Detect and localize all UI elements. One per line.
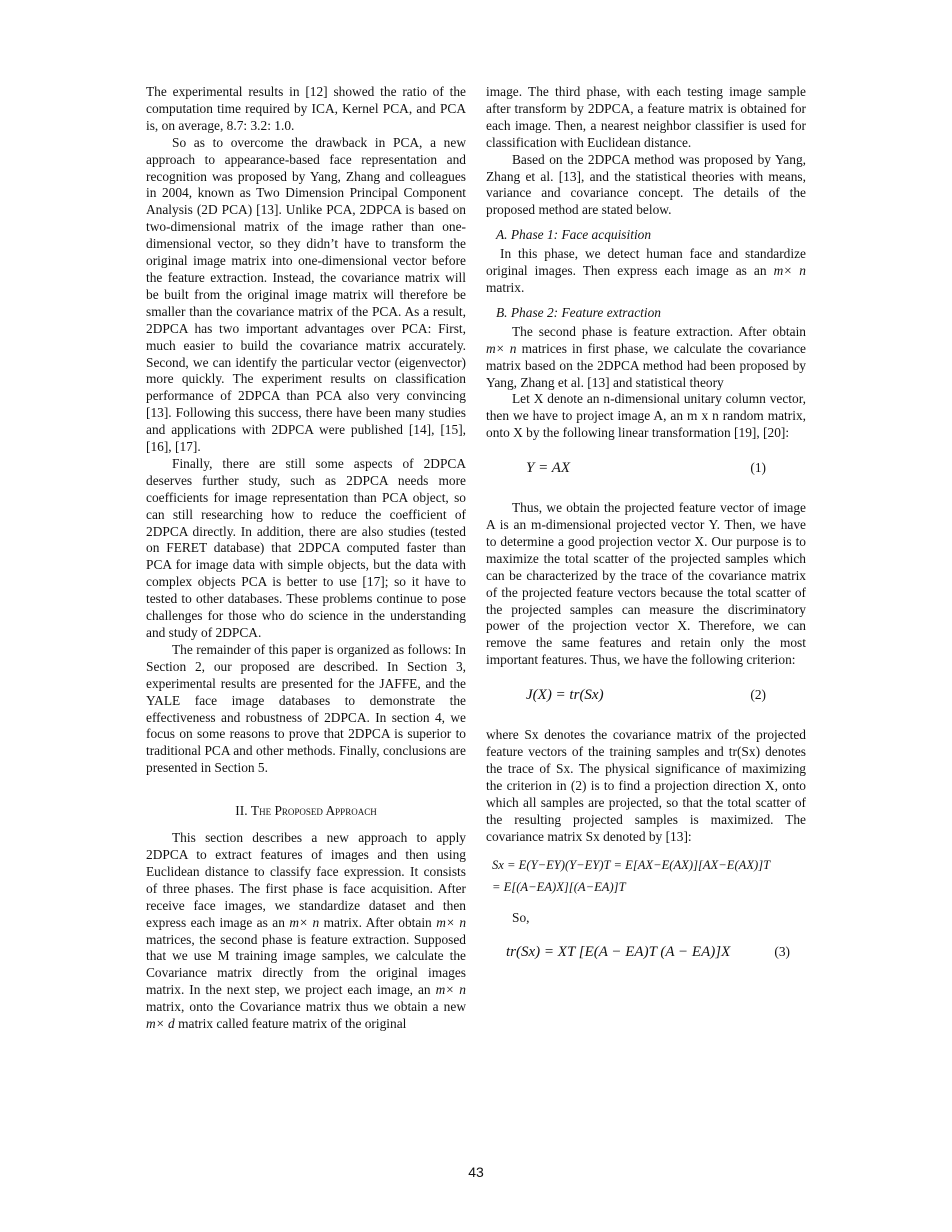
text-span: matrix. After obtain xyxy=(319,914,437,930)
equation-number: (3) xyxy=(774,944,790,960)
subsection-heading: A. Phase 1: Face acquisition xyxy=(496,227,652,243)
math-mxn: m× n xyxy=(486,340,517,356)
equation-body: tr(Sx) = XT [E(A − EA)T (A − EA)]X xyxy=(506,944,731,961)
right-column xyxy=(486,84,806,984)
section-number: II. xyxy=(235,803,248,819)
text-span: matrices in first phase, we calculate the covariance matrix based on the 2DPCA method had been proposed by Yang, Zhang et al. [13] and statistical theory xyxy=(486,340,806,390)
math-mxd: m× d xyxy=(146,1016,175,1032)
text-span: This section describes a new approach to apply 2DPCA to extract features of images and then using Euclidean distance to classify face expression. It consists of three phases. The first phase is face acquisition. After receive face images, we standardize dataset and then express each image as an xyxy=(146,830,466,930)
paragraph: Thus, we obtain the projected feature vector of image A is an m-dimensional projected vector Y. Then, we have to determine a good projection vector X. Our purpose is to maximize the total scatter of the projected samples which can be characterized by the trace of the covariance matrix of the projected feature vectors because the total scatter of the projected samples can measure the discriminatory power of the projection vector X. Therefore, we can remove the same features and retain only the most important features. Thus, we have the following criterion: xyxy=(486,500,806,668)
paragraph: image. The third phase, with each testing image sample after transform by 2DPCA, a feature matrix is obtained for each image. Then, a nearest neighbor classifier is used for classification with Euclidean distance. xyxy=(486,84,806,150)
paragraph: Based on the 2DPCA method was proposed by Yang, Zhang et al. [13], and the statistical theories with means, variance and covariance concept. The details of the proposed method are stated below. xyxy=(486,151,806,218)
paragraph: The experimental results in [12] showed the ratio of the computation time required by ICA, Kernel PCA, and PCA is, on average, 8.7: 3.2: 1.0. xyxy=(146,84,466,133)
equation-2 xyxy=(486,679,806,715)
text-span: matrices, the second phase is feature extraction. Supposed that we use M training image samples, we calculate the Covariance matrix directly from the original images matrix. In the next step, we project each image, an xyxy=(146,931,466,998)
section-title: The Proposed Approach xyxy=(250,803,377,819)
paragraph xyxy=(486,246,806,297)
page-number: 43 xyxy=(468,1164,484,1180)
section-heading xyxy=(146,803,466,820)
paragraph: So as to overcome the drawback in PCA, a new approach to appearance-based face representation and recognition was proposed by Yang, Zhang and colleagues in 2004, known as Two Dimension Principal Component Analysis (2D PCA) [13]. Unlike PCA, 2DPCA is based on two-dimensional matrix of the image rather than one-dimensional vector, so they didn’t have to transform the original image matrix into one-dimensional vector before the feature extraction. Instead, the covariance matrix will be built from the original image matrix will therefore be smaller than the covariance matrix of the PCA. As a result, 2DPCA has two important advantages over PCA: First, much easier to build the covariance matrix accurately. Second, we can identify the particular vector (eigenvector) more quickly. The experiment results on classification performance of 2DPCA than PCA also very convincing [13]. Following this success, there have been many studies and applications with 2DPCA were published [14], [15], [16], [17]. xyxy=(146,134,466,455)
math-mxn: m× n xyxy=(773,263,807,279)
math-mxn: m× n xyxy=(289,914,320,930)
math-mxn: m× n xyxy=(436,914,467,930)
left-column xyxy=(146,84,466,1033)
paragraph: Let X denote an n-dimensional unitary column vector, then we have to project image A, an m x n random matrix, onto X by the following linear transformation [19], [20]: xyxy=(486,391,806,441)
paragraph: So, xyxy=(512,909,530,925)
paragraph: The remainder of this paper is organized as follows: In Section 2, our proposed are described. In Section 3, experimental results are presented for the JAFFE, and the YALE face image databases to demonstrate the effectiveness and robustness of 2DPCA. In section 4, we focus on some reasons to prove that 2DPCA is superior to traditional PCA and other methods. Finally, conclusions are presented in Section 5. xyxy=(146,641,466,776)
paragraph: where Sx denotes the covariance matrix of the projected feature vectors of the training samples and tr(Sx) denotes the trace of Sx. The physical significance of maximizing the criterion in (2) is to find a projection direction X, onto which all samples are projected, so that the total scatter of the resulting projected samples is maximized. The covariance matrix Sx denoted by [13]: xyxy=(486,727,806,844)
subsection-heading: B. Phase 2: Feature extraction xyxy=(496,304,661,320)
equation-line: Sx = E(Y−EY)(Y−EY)T = E[AX−E(AX)][AX−E(AX)]T xyxy=(492,857,771,872)
covariance-equation xyxy=(492,854,806,898)
equation-body: J(X) = tr(Sx) xyxy=(526,687,604,704)
text-span: The second phase is feature extraction. After obtain xyxy=(512,323,806,339)
text-span: matrix, onto the Covariance matrix thus we obtain a new xyxy=(146,999,466,1015)
equation-number: (2) xyxy=(750,687,766,703)
paragraph: Finally, there are still some aspects of 2DPCA deserves further study, such as 2DPCA needs more coefficients for image representation than PCA object, so can still researching how to reduce the coefficient of 2DPCA directly. In addition, there are also studies (tested on FERET database) that 2DPCA computed faster than PCA for image data with simple objects, but the data with complex objects PCA is better to use [17]; so it have to tested to other databases. These problems continue to pose challenges for those who do science in the understanding and study of 2DPCA. xyxy=(146,455,466,640)
equation-1 xyxy=(486,452,806,488)
paragraph xyxy=(486,324,806,392)
equation-number: (1) xyxy=(750,460,766,476)
text-span: In this phase, we detect human face and standardize original images. Then express each image as an xyxy=(486,246,806,279)
equation-3 xyxy=(486,936,806,972)
paragraph xyxy=(146,830,466,1033)
equation-body: Y = AX xyxy=(526,460,571,477)
math-mxn: m× n xyxy=(435,982,466,998)
text-span: matrix. xyxy=(486,279,525,295)
text-span: matrix called feature matrix of the original xyxy=(174,1016,407,1032)
equation-line: = E[(A−EA)X][(A−EA)]T xyxy=(492,879,626,894)
